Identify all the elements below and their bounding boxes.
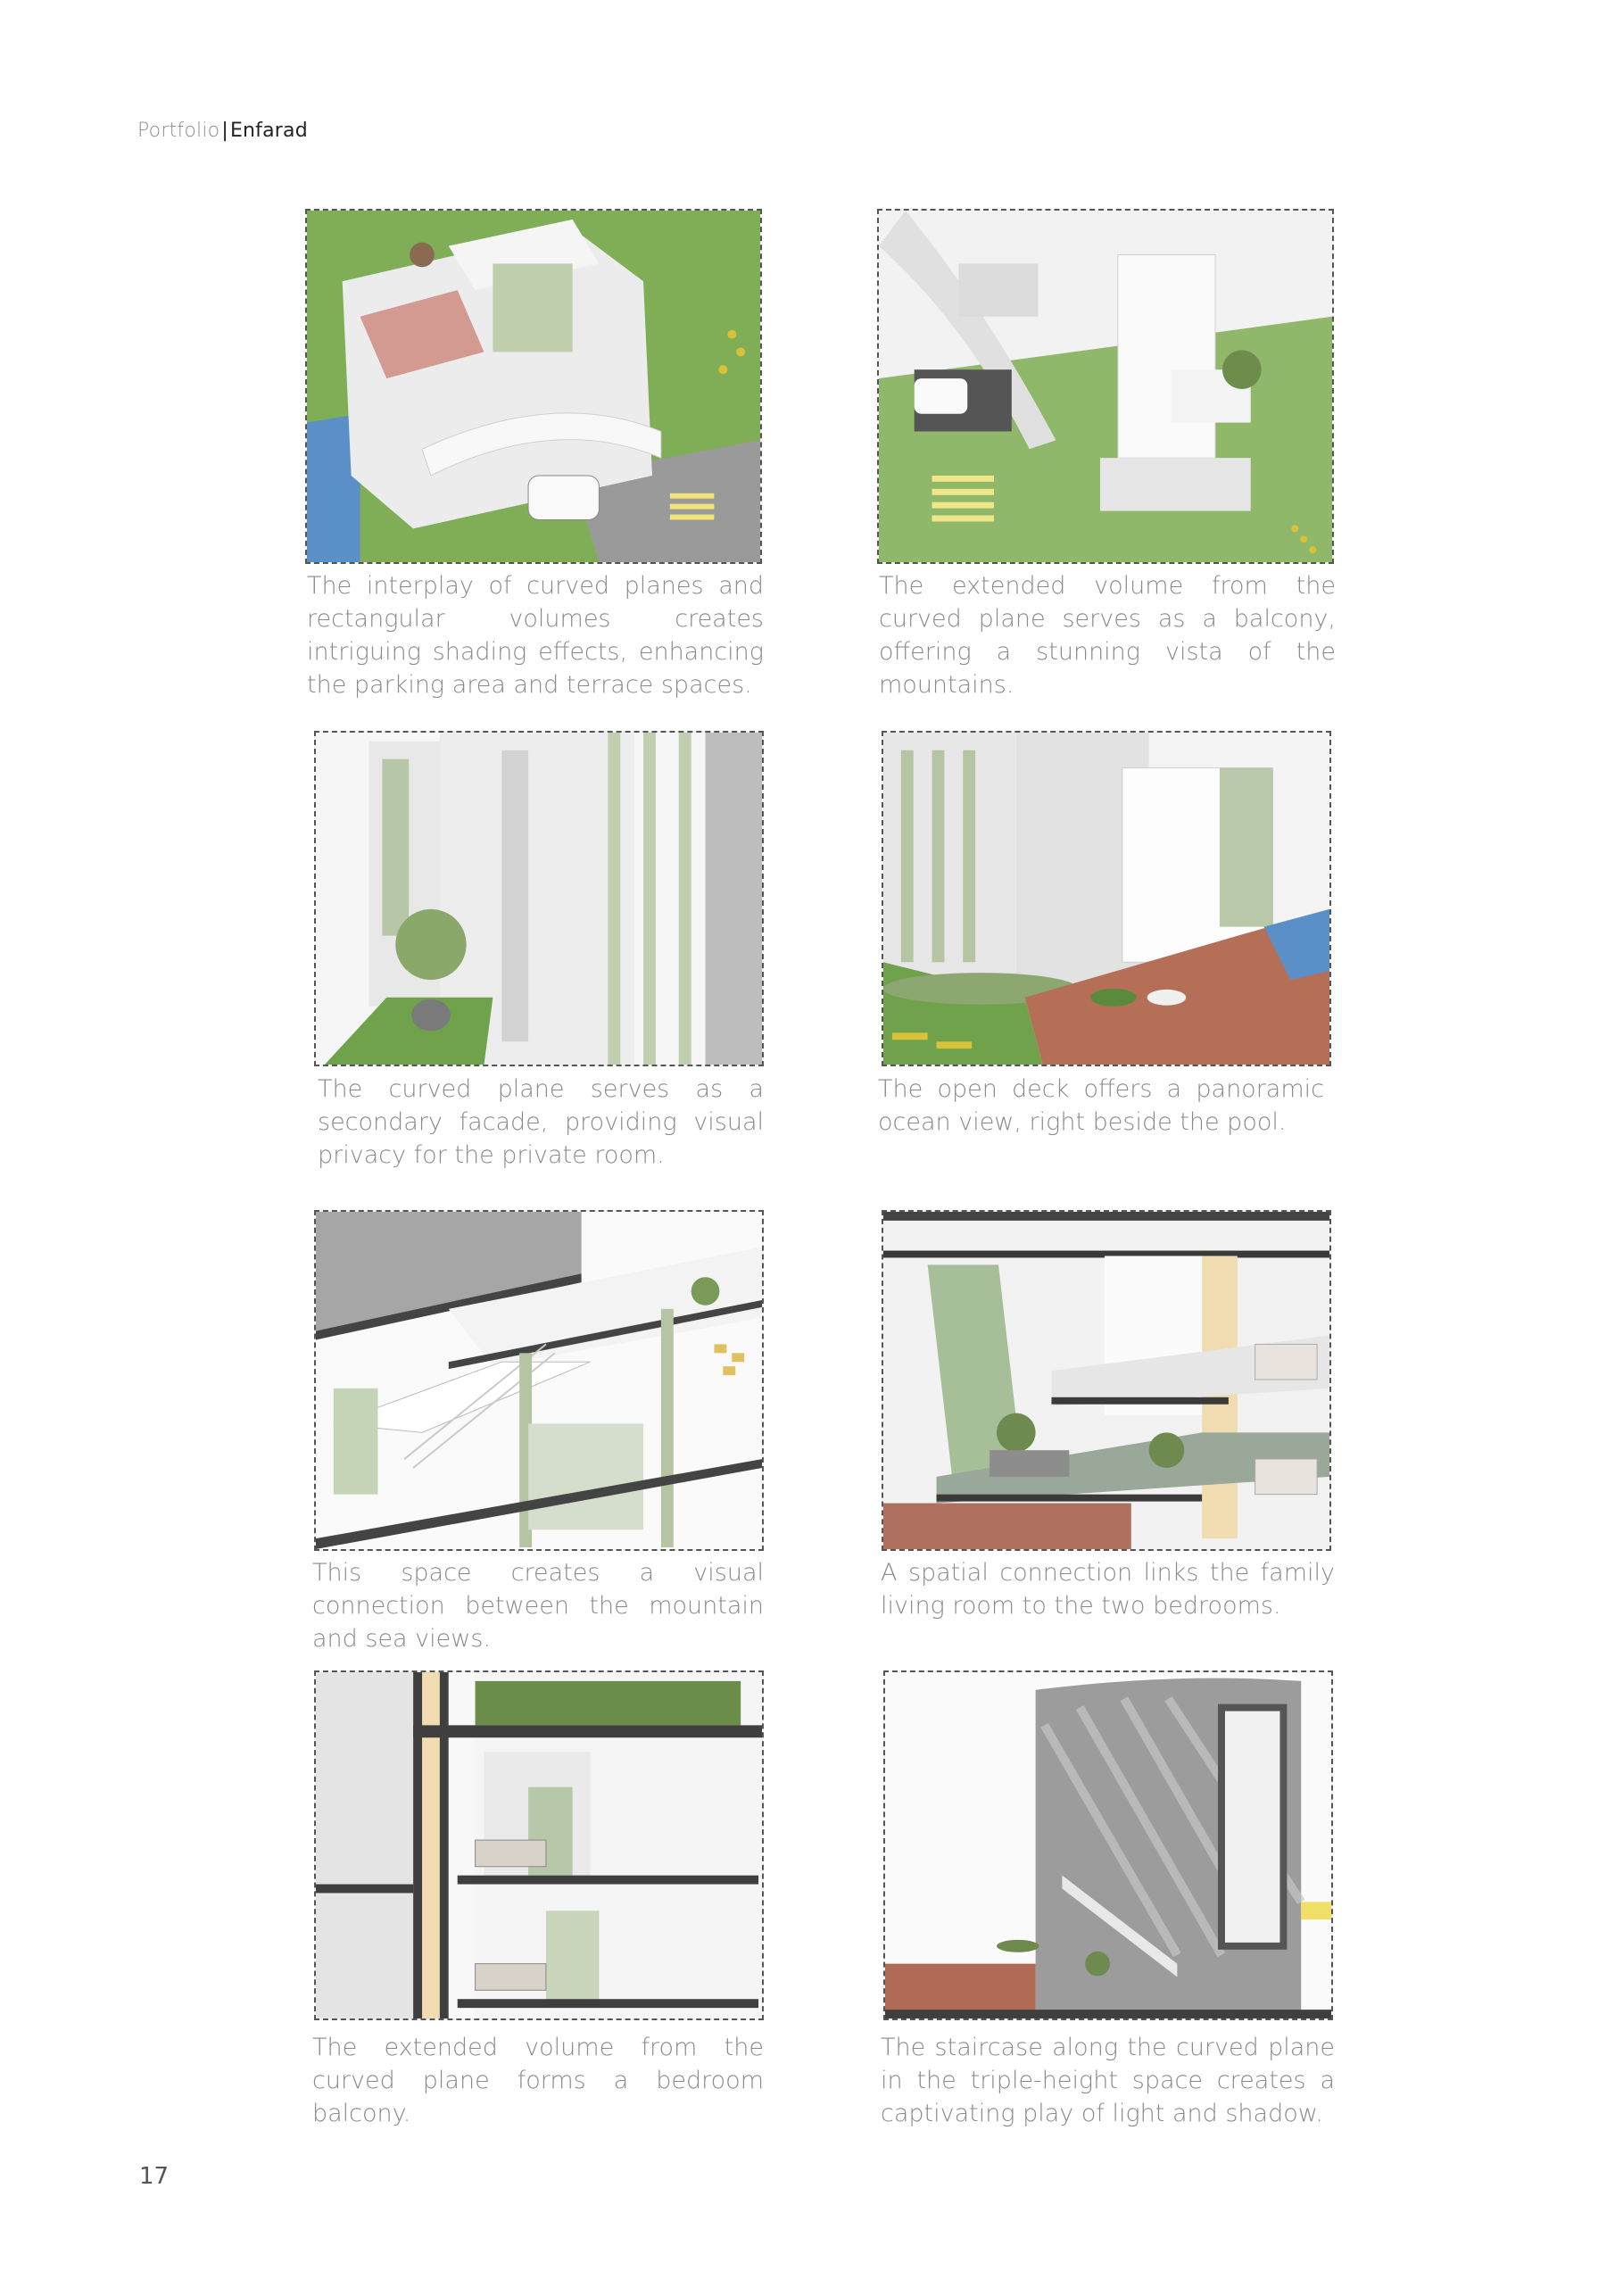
page-number: 17 <box>139 2163 170 2190</box>
header-portfolio: Portfolio <box>137 120 220 142</box>
panel-7-caption: The extended volume from the curved plane forms a bedroom balcony. <box>312 2034 764 2127</box>
panel-4-caption: The open deck offers a panoramic ocean view, right beside the pool. <box>878 1075 1324 1136</box>
panel-3-image <box>314 731 764 1066</box>
panel-5-image <box>314 1210 764 1551</box>
panel-7-image <box>314 1670 764 2020</box>
panel-8-image <box>883 1670 1333 2020</box>
page-header <box>137 120 308 142</box>
panel-6-image <box>882 1210 1331 1551</box>
panel-8-caption: The staircase along the curved plane in the triple-height space creates a captivating play of light and shadow. <box>881 2034 1335 2127</box>
panel-1-image <box>305 209 762 564</box>
panel-2-caption: The extended volume from the curved plane serves as a balcony, offering a stunning vista of the mountains. <box>879 572 1336 699</box>
panel-3-caption: The curved plane serves as a secondary facade, providing visual privacy for the private room. <box>318 1075 764 1169</box>
header-name: Enfarad <box>229 120 308 142</box>
header-separator: | <box>221 120 228 142</box>
panel-4-image <box>882 731 1331 1066</box>
panel-1-caption: The interplay of curved planes and rectangular volumes creates intriguing shading effects, enhancing the parking area and terrace spaces. <box>307 572 764 699</box>
panel-5-caption: This space creates a visual connection between the mountain and sea views. <box>312 1559 764 1653</box>
panel-6-caption: A spatial connection links the family living room to the two bedrooms. <box>881 1559 1335 1620</box>
panel-2-image <box>877 209 1334 564</box>
